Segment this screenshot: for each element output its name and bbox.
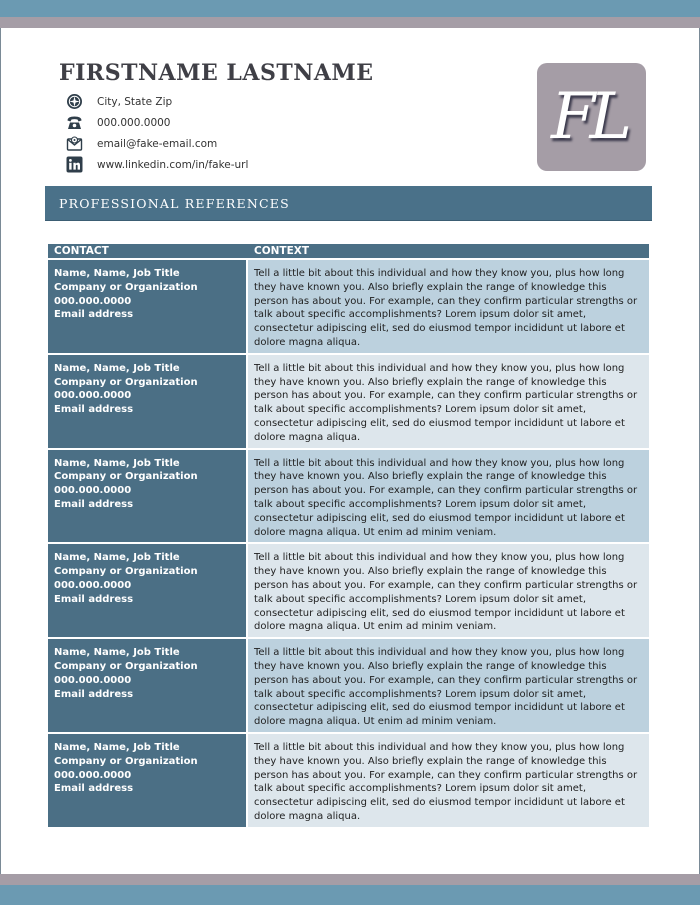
linkedin-url-text[interactable]: www.linkedin.com/in/fake-url <box>97 158 249 171</box>
contact-address <box>66 91 248 112</box>
reference-company: Company or Organization <box>54 471 198 483</box>
reference-company: Company or Organization <box>54 755 198 767</box>
email-text[interactable]: email@fake-email.com <box>97 137 218 150</box>
reference-context: Tell a little bit about this individual and how they know you, plus how long they have known you. Also briefly explain the range of knowledge this person has about you. For example, can they confirm particular strengths or talk about specific accomplishments? Lorem ipsum dolor sit amet, consectetur adipiscing elit, sed do eiusmod tempor incididunt ut labore et dolore magna aliqua. Ut enim ad minim veniam. <box>248 448 649 543</box>
table-row <box>48 542 649 637</box>
contact-linkedin[interactable] <box>66 154 248 175</box>
reference-phone: 000.000.0000 <box>54 674 132 686</box>
references-table <box>48 244 649 827</box>
section-header <box>45 186 652 221</box>
reference-name: Name, Name, Job Title <box>54 362 180 374</box>
page-title: FIRSTNAME LASTNAME <box>59 60 374 86</box>
reference-context: Tell a little bit about this individual and how they know you, plus how long they have known you. Also briefly explain the range of knowledge this person has about you. For example, can they confirm particular strengths or talk about specific accomplishments? Lorem ipsum dolor sit amet, consectetur adipiscing elit, sed do eiusmod tempor incididunt ut labore et dolore magna aliqua. <box>248 353 649 448</box>
table-row <box>48 637 649 732</box>
reference-context: Tell a little bit about this individual and how they know you, plus how long they have known you. Also briefly explain the range of knowledge this person has about you. For example, can they confirm particular strengths or talk about specific accomplishments? Lorem ipsum dolor sit amet, consectetur adipiscing elit, sed do eiusmod tempor incididunt ut labore et dolore magna aliqua. <box>248 732 649 827</box>
table-header-row <box>48 244 649 258</box>
envelope-icon <box>66 135 83 152</box>
reference-context: Tell a little bit about this individual and how they know you, plus how long they have known you. Also briefly explain the range of knowledge this person has about you. For example, can they confirm particular strengths or talk about specific accomplishments? Lorem ipsum dolor sit amet, consectetur adipiscing elit, sed do eiusmod tempor incididunt ut labore et dolore magna aliqua. Ut enim ad minim veniam. <box>248 542 649 637</box>
address-text: City, State Zip <box>97 95 173 108</box>
column-header-contact: CONTACT <box>48 244 248 258</box>
compass-icon <box>66 93 83 110</box>
reference-contact-cell <box>48 353 248 448</box>
reference-email: Email address <box>54 593 134 605</box>
table-row <box>48 258 649 353</box>
bottom-accent-stripe <box>0 874 700 885</box>
reference-name: Name, Name, Job Title <box>54 647 180 659</box>
linkedin-icon <box>66 156 83 173</box>
table-row <box>48 353 649 448</box>
reference-email: Email address <box>54 309 134 321</box>
reference-name: Name, Name, Job Title <box>54 741 180 753</box>
bottom-accent-bar <box>0 885 700 905</box>
reference-contact-cell <box>48 542 248 637</box>
reference-context: Tell a little bit about this individual and how they know you, plus how long they have known you. Also briefly explain the range of knowledge this person has about you. For example, can they confirm particular strengths or talk about specific accomplishments? Lorem ipsum dolor sit amet, consectetur adipiscing elit, sed do eiusmod tempor incididunt ut labore et dolore magna aliqua. <box>248 258 649 353</box>
reference-email: Email address <box>54 498 134 510</box>
monogram-logo <box>537 63 646 171</box>
telephone-icon <box>66 114 83 131</box>
section-title: PROFESSIONAL REFERENCES <box>59 195 290 211</box>
reference-phone: 000.000.0000 <box>54 769 132 781</box>
contact-email[interactable] <box>66 133 248 154</box>
reference-company: Company or Organization <box>54 376 198 388</box>
reference-company: Company or Organization <box>54 566 198 578</box>
reference-phone: 000.000.0000 <box>54 579 132 591</box>
phone-text: 000.000.0000 <box>97 116 171 129</box>
reference-email: Email address <box>54 783 134 795</box>
reference-contact-cell <box>48 637 248 732</box>
reference-contact-cell <box>48 258 248 353</box>
reference-name: Name, Name, Job Title <box>54 457 180 469</box>
reference-phone: 000.000.0000 <box>54 390 132 402</box>
reference-contact-cell <box>48 732 248 827</box>
contact-phone <box>66 112 248 133</box>
reference-phone: 000.000.0000 <box>54 485 132 497</box>
reference-contact-cell <box>48 448 248 543</box>
monogram-initials: FL <box>551 80 626 154</box>
reference-email: Email address <box>54 404 134 416</box>
contact-info <box>66 91 248 175</box>
reference-company: Company or Organization <box>54 660 198 672</box>
reference-name: Name, Name, Job Title <box>54 268 180 279</box>
reference-phone: 000.000.0000 <box>54 295 132 307</box>
reference-context: Tell a little bit about this individual and how they know you, plus how long they have known you. Also briefly explain the range of knowledge this person has about you. For example, can they confirm particular strengths or talk about specific accomplishments? Lorem ipsum dolor sit amet, consectetur adipiscing elit, sed do eiusmod tempor incididunt ut labore et dolore magna aliqua. Ut enim ad minim veniam. <box>248 637 649 732</box>
top-accent-bar <box>0 0 700 17</box>
reference-company: Company or Organization <box>54 281 198 293</box>
reference-name: Name, Name, Job Title <box>54 552 180 564</box>
reference-email: Email address <box>54 688 134 700</box>
table-row <box>48 448 649 543</box>
column-header-context: CONTEXT <box>248 244 649 258</box>
top-accent-stripe <box>0 17 700 28</box>
table-row <box>48 732 649 827</box>
